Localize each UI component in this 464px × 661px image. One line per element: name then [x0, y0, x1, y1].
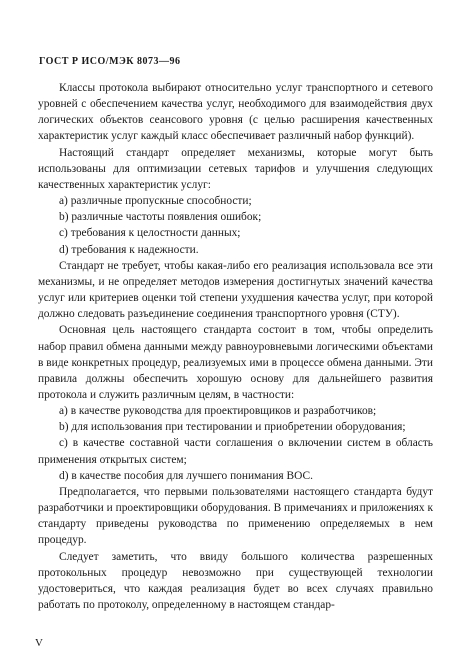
list-item: b) для использования при тестировании и приобретении оборудования; [59, 421, 406, 434]
paragraph: Стандарт не требует, чтобы какая-либо его реализация использовала все эти механизмы, и не определяет методов измерения достигнутых значений качества услуг или критериев оценки той степени ухудшения качества услуг, при которой должно следовать разъединение соединения транспортного уровня (СТУ). [38, 259, 433, 321]
paragraph: Классы протокола выбирают относительно услуг транспортного и сетевого уровней с обеспечением качества услуг, необходимого для взаимодействия двух логических объектов сеансового уровня (с целью расширения качественных характеристик услуг каждый класс обеспечивает различный набор функций). [38, 82, 433, 143]
paragraph: Следует заметить, что ввиду большого количества разрешенных протокольных процедур невозможно при существующей технологии удостовериться, что каждая реализация будет во всех случаях правильно работать по протоколу, определенному в настоящем стандар- [38, 550, 433, 611]
list-item: d) требования к надежности. [59, 243, 199, 256]
paragraph: Основная цель настоящего стандарта состоит в том, чтобы определить набор правил обмена данными между равноуровневыми логическими объектами в виде конкретных процедур, реализуемых ими в процессе обмена данными. Эти правила должны обеспечить хорошую основу для дальнейшего развития протокола и служить различным целям, в частности: [38, 324, 433, 401]
paragraph: Настоящий стандарт определяет механизмы, которые могут быть использованы для оптимизации сетевых тарифов и улучшения следующих качественных характеристик услуг: [38, 146, 433, 191]
list-item: a) в качестве руководства для проектировщиков и разработчиков; [59, 405, 377, 418]
list-item: c) требования к целостности данных; [59, 227, 241, 240]
paragraph: Предполагается, что первыми пользователями настоящего стандарта будут разработчики и проектировщики оборудования. В примечаниях и приложениях к стандарту приведены руководства по применению определяемых в нем процедур. [38, 485, 433, 547]
list-item: c) в качестве составной части соглашения о включении систем в область применения открытых систем; [38, 437, 433, 466]
list-item: d) в качестве пособия для лучшего понимания ВОС. [59, 469, 313, 482]
running-header: ГОСТ Р ИСО/МЭК 8073—96 [39, 56, 181, 67]
page-number: V [35, 637, 43, 649]
list-item: a) различные пропускные способности; [59, 195, 252, 208]
list-item: b) различные частоты появления ошибок; [59, 211, 262, 224]
body-text [38, 80, 433, 613]
